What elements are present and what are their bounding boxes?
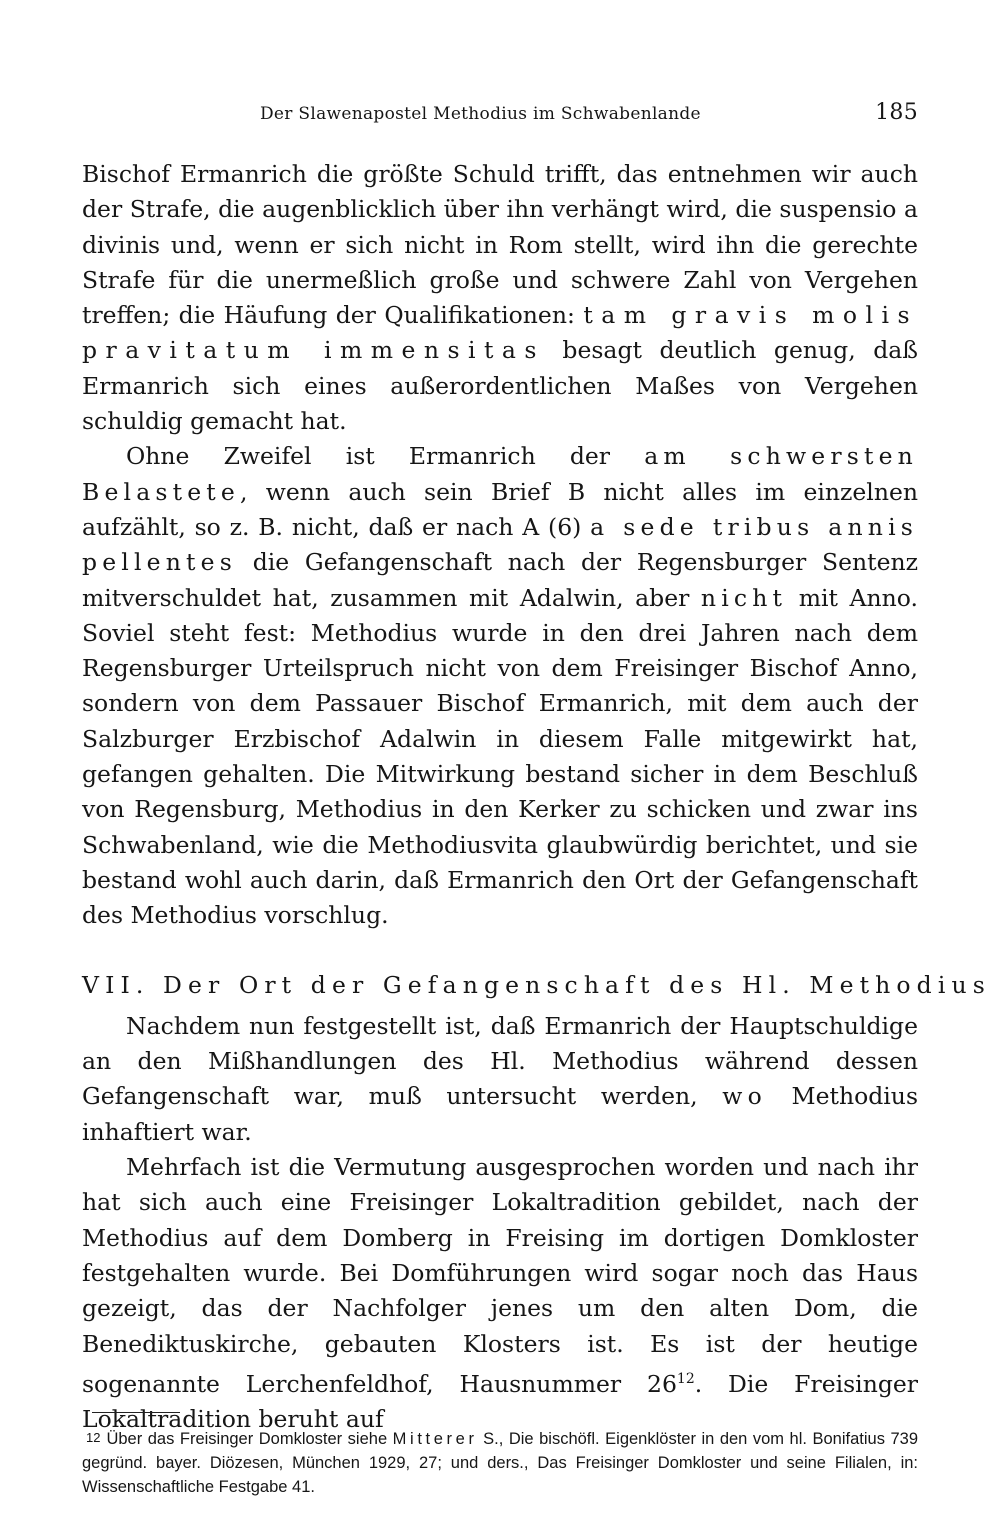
- footnote-reference[interactable]: 12: [676, 1370, 695, 1387]
- paragraph-3: [82, 1009, 918, 1150]
- spaced-emphasis: am schwersten Belastete: [82, 442, 918, 506]
- body-text: [82, 157, 991, 1437]
- section-numeral: VII.: [82, 970, 150, 999]
- paragraph-3-text: Nachdem nun festgestellt ist, daß Ermanrich der Hauptschuldige an den Mißhandlungen des Hl. Methodius während dessen Gefangenschaft war, muß untersucht werden,: [82, 1011, 918, 1111]
- paragraph-1: [82, 157, 918, 439]
- page-header: [82, 100, 918, 132]
- paragraph-4: [82, 1150, 918, 1437]
- footnotes: [82, 1426, 918, 1499]
- paragraph-2-text: Ohne Zweifel ist Ermanrich der: [126, 442, 645, 471]
- paragraph-2-text-2: , wenn auch sein Brief B nicht alles im einzelnen aufzählt, so z. B. nicht, daß er nach A (6): [82, 477, 918, 541]
- spaced-emphasis-nicht: nicht: [700, 583, 788, 612]
- footnote-author: Mitterer: [392, 1430, 478, 1448]
- paragraph-2: [82, 439, 918, 933]
- paragraph-2-text-4: mit Anno. Soviel steht fest: Methodius wurde in den drei Jahren nach dem Regensburger Urteilspruch nicht von dem Freisinger Bischof Anno, sondern von dem Passauer Bischof Ermanrich, mit dem auch der Salzburger Erzbischof Adalwin in diesem Falle mitgewirkt hat, gefangen gehalten. Die Mitwirkung bestand sicher in dem Beschluß von Regensburg, Methodius in den Kerker zu schicken und zwar ins Schwabenland, wie die Methodiusvita glaubwürdig berichtet, und sie bestand wohl auch darin, daß Ermanrich den Ort der Gefangenschaft des Methodius vorschlug.: [82, 583, 918, 930]
- footnote-number: 12: [86, 1430, 101, 1445]
- paragraph-3-text-end: Methodius inhaftiert war.: [82, 1082, 918, 1146]
- page-number: 185: [875, 100, 918, 125]
- section-title: Der Ort der Gefangenschaft des Hl. Methodius: [163, 970, 991, 999]
- section-heading: [82, 968, 991, 1003]
- footnote-text: Über das Freisinger Domkloster siehe: [106, 1430, 393, 1448]
- paragraph-2-text-3: die Gefangenschaft nach der Regensburger Sentenz mitverschuldet hat, zusammen mit Adalwin, aber: [82, 548, 918, 612]
- footnote-divider: [92, 1412, 180, 1413]
- footnote-text-end: S., Die bischöfl. Eigenklöster in den vom hl. Bonifatius 739 gegründ. bayer. Diözesen, München 1929, 27; und ders., Das Freisinger Domkloster und seine Filialen, in: Wissenschaftliche Festgabe 41.: [82, 1430, 919, 1496]
- spaced-emphasis-wo: wo: [722, 1082, 767, 1111]
- running-title: Der Slawenapostel Methodius im Schwabenlande: [260, 104, 701, 124]
- paragraph-1-text-end: besagt deutlich genug, daß Ermanrich sich eines außerordentlichen Maßes von Vergehen schuldig gemacht hat.: [82, 336, 918, 436]
- spaced-latin-quote: tam gravis molis pravitatum immensitas: [82, 301, 918, 365]
- paragraph-4-text-end: . Die Freisinger Lokaltradition beruht auf: [82, 1369, 919, 1434]
- paragraph-1-text: Bischof Ermanrich die größte Schuld trifft, das entnehmen wir auch der Strafe, die augenblicklich über ihn verhängt wird, die suspensio a divinis und, wenn er sich nicht in Rom stellt, wird ihn die gerechte Strafe für die unermeßlich große und schwere Zahl von Vergehen treffen; die Häufung der Qualifikationen:: [82, 160, 918, 330]
- spaced-latin-phrase: a sede tribus annis pellentes: [82, 512, 918, 577]
- paragraph-4-text: Mehrfach ist die Vermutung ausgesprochen worden und nach ihr hat sich auch eine Freisinger Lokaltradition gebildet, nach der Methodius auf dem Domberg in Freising im dortigen Domkloster festgehalten wurde. Bei Domführungen wird sogar noch das Haus gezeigt, das der Nachfolger jenes um den alten Dom, die Benediktuskirche, gebauten Klosters ist. Es ist der heutige sogenannte Lerchenfeldhof, Hausnummer 26: [82, 1153, 918, 1398]
